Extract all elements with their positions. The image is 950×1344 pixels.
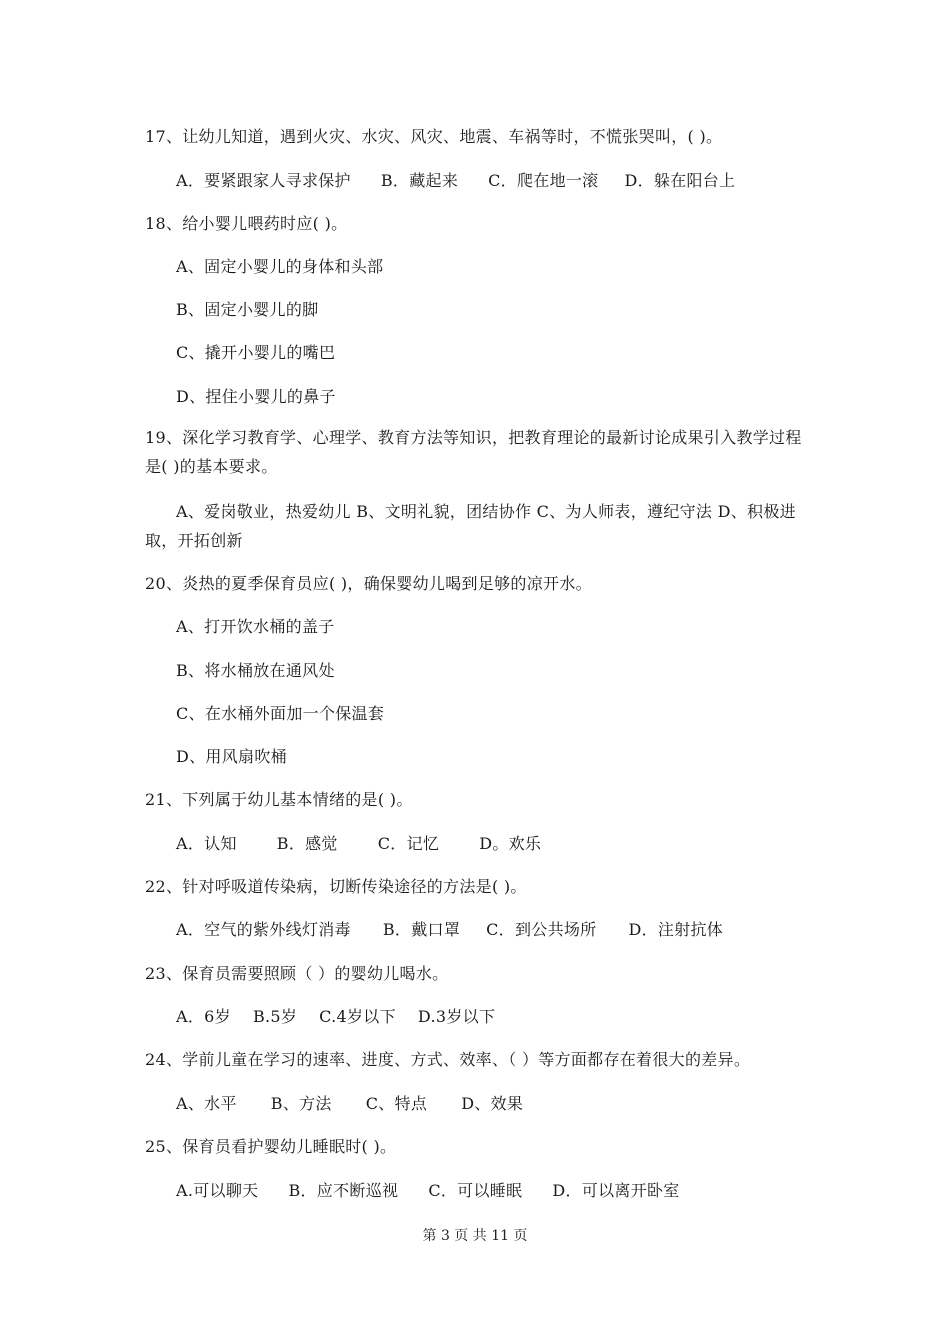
question-18-option-b: B、固定小婴儿的脚 xyxy=(176,300,319,319)
question-25-stem: 25、保育员看护婴幼儿睡眠时( )。 xyxy=(145,1137,397,1156)
option-a: A．认知 xyxy=(176,834,237,853)
question-24-options xyxy=(176,1093,523,1115)
option-a: A.可以聊天 xyxy=(176,1181,259,1200)
question-21-stem: 21、下列属于幼儿基本情绪的是( )。 xyxy=(145,790,413,809)
option-c: C.4岁以下 xyxy=(319,1007,396,1026)
question-21-options xyxy=(176,833,541,855)
question-23-options xyxy=(176,1006,495,1028)
option-d: D、效果 xyxy=(461,1094,524,1113)
question-22-options xyxy=(176,919,723,941)
option-c: C、特点 xyxy=(365,1094,428,1113)
question-20-option-d: D、用风扇吹桶 xyxy=(176,747,287,766)
question-18-stem: 18、给小婴儿喂药时应( )。 xyxy=(145,214,348,233)
option-a: A、水平 xyxy=(176,1094,237,1113)
question-22-stem: 22、针对呼吸道传染病，切断传染途径的方法是( )。 xyxy=(145,877,527,896)
option-d: D．躲在阳台上 xyxy=(624,171,736,190)
question-18-option-c: C、撬开小婴儿的嘴巴 xyxy=(176,343,336,362)
option-b: B．戴口罩 xyxy=(382,920,461,939)
option-c: C．爬在地一滚 xyxy=(488,171,599,190)
option-c: C．到公共场所 xyxy=(486,920,597,939)
question-20-option-b: B、将水桶放在通风处 xyxy=(176,661,335,680)
question-23-stem: 23、保育员需要照顾（ ）的婴幼儿喝水。 xyxy=(145,964,449,983)
option-a: A．6岁 xyxy=(176,1007,231,1026)
question-20-stem: 20、炎热的夏季保育员应( )，确保婴幼儿喝到足够的凉开水。 xyxy=(145,574,592,593)
option-d: D.3岁以下 xyxy=(417,1007,496,1026)
question-19-stem: 19、深化学习教育学、心理学、教育方法等知识，把教育理论的最新讨论成果引入教学过程是( )的基本要求。 xyxy=(145,428,802,476)
option-d: D。欢乐 xyxy=(479,834,542,853)
question-17-stem: 17、让幼儿知道，遇到火灾、水灾、风灾、地震、车祸等时，不慌张哭叫，( )。 xyxy=(145,127,723,146)
page-number-footer: 第 3 页 共 11 页 xyxy=(422,1228,528,1244)
option-b: B.5岁 xyxy=(252,1007,298,1026)
question-18-option-d: D、捏住小婴儿的鼻子 xyxy=(176,387,336,406)
option-a: A．要紧跟家人寻求保护 xyxy=(176,171,351,190)
question-24-stem: 24、学前儿童在学习的速率、进度、方式、效率、（ ）等方面都存在着很大的差异。 xyxy=(145,1050,751,1069)
option-b: B．感觉 xyxy=(276,834,338,853)
option-a: A．空气的紫外线灯消毒 xyxy=(176,920,351,939)
question-20-option-c: C、在水桶外面加一个保温套 xyxy=(176,704,385,723)
option-b: B．应不断巡视 xyxy=(288,1181,399,1200)
question-20-option-a: A、打开饮水桶的盖子 xyxy=(176,617,335,636)
option-d: D．可以离开卧室 xyxy=(552,1181,680,1200)
option-c: C．可以睡眠 xyxy=(428,1181,523,1200)
question-17-options xyxy=(176,170,735,192)
question-25-options xyxy=(176,1180,680,1202)
question-18-option-a: A、固定小婴儿的身体和头部 xyxy=(176,257,384,276)
option-d: D．注射抗体 xyxy=(628,920,724,939)
question-19-options: A、爱岗敬业，热爱幼儿 B、文明礼貌，团结协作 C、为人师表，遵纪守法 D、积极进取，开拓创新 xyxy=(145,502,796,550)
option-b: B．藏起来 xyxy=(380,171,459,190)
option-c: C．记忆 xyxy=(377,834,440,853)
option-b: B、方法 xyxy=(270,1094,332,1113)
